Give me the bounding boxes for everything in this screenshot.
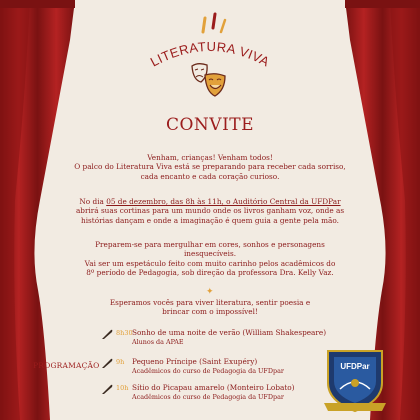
badge-label: UFDPar: [340, 362, 370, 371]
invitation-page: LITERATURA VIVA CONVITE Venham, crianças! Venham todos! O palco do Literatura Viva está se preparando para receber cada sorriso, cada encanto e cada coração curioso. No dia 05 de dezembro, das 8h às 11h, o Auditório Central da UFDPar abrirá suas cortinas para um mundo onde os livros ganham voz, onde as histórias dançam e onde a imaginação é quem guia a gente pela mão. Preparem-se para mergulhar em cores, sonhos e personagens inesquecíveis. Vai ser um espetáculo feito com muito carinho pelos acadêmicos do 8º período de Pedagogia, sob direção da professora Dra. Kelly Vaz. ✦ Esperamos vocês para viver literatura, sentir poesia e brincar com o impossível! PROGRAMAÇÃO 8h30 Sonho de uma noite de verão (William Shakespeare) Alunos da APAE 9h Pequeno Príncipe (Saint Exupéry) Acadêmicos do curso de Pedagogia da UFDpar 10h Sítio do Picapau amarelo (Monteiro Lobato) Acadêmicos do curso de Pedagogia da UFDpar UFDPar: [0, 0, 420, 420]
quill-icon: [100, 382, 114, 396]
ufdpar-badge: [320, 345, 390, 415]
logo-title: LITERATURA VIVA: [147, 38, 273, 70]
preparation-paragraph: Preparem-se para mergulhar em cores, sonhos e personagens inesquecíveis. Vai ser um espetáculo feito com muito carinho pelos acadêmicos do 8º período de Pedagogia, sob direção da professora Dra. Kelly Vaz.: [84, 240, 336, 278]
theater-masks-icon: [192, 64, 225, 96]
program-label: PROGRAMAÇÃO: [33, 361, 100, 370]
literatura-viva-logo: [135, 10, 285, 110]
star-icon: ✦: [206, 287, 214, 297]
quill-icon: [100, 327, 114, 341]
intro-paragraph: Venham, crianças! Venham todos! O palco do Literatura Viva está se preparando para receber cada sorriso, cada encanto e cada coração curioso.: [74, 153, 346, 181]
quill-icon: [100, 356, 114, 370]
closing-paragraph: Esperamos vocês para viver literatura, sentir poesia e brincar com o impossível!: [109, 298, 311, 317]
svg-text:LITERATURA VIVA: [148, 39, 272, 70]
invite-title: CONVITE: [165, 115, 255, 135]
event-date-location: 05 de dezembro, das 8h às 11h, o Auditório Central da UFDPar: [106, 197, 341, 206]
event-details-paragraph: No dia 05 de dezembro, das 8h às 11h, o Auditório Central da UFDPar abrirá suas cortinas para um mundo onde os livros ganham voz, onde as histórias dançam e onde a imaginação é quem guia a gente pela mão.: [75, 197, 345, 225]
